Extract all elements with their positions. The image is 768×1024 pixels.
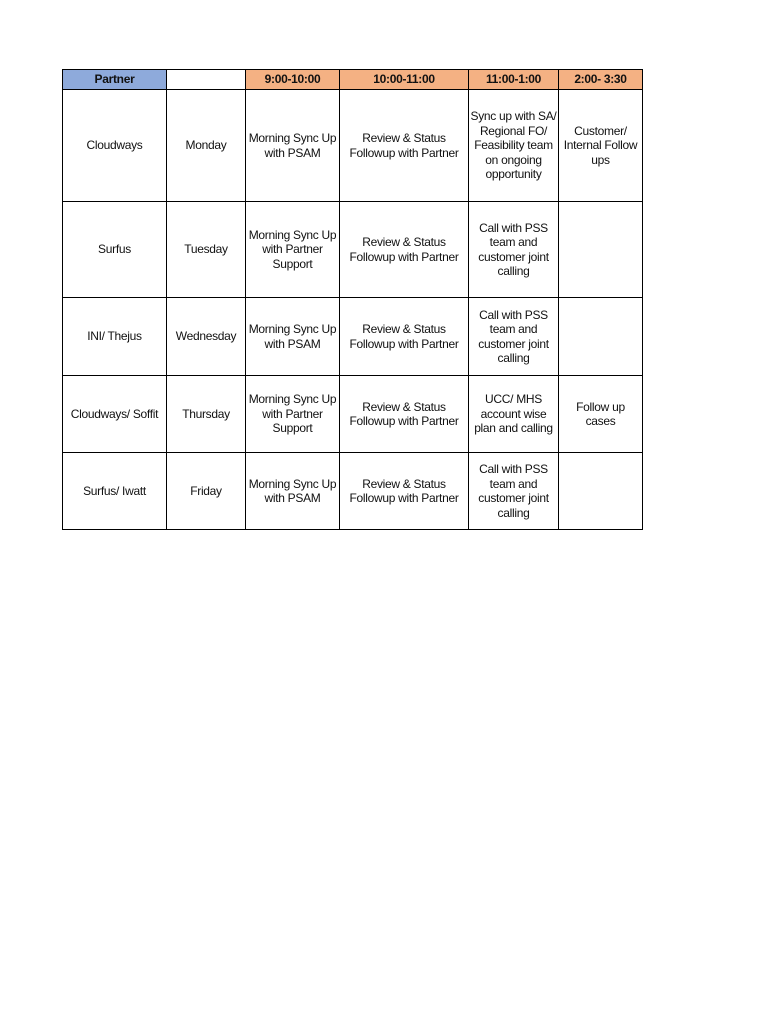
day-cell: Tuesday <box>167 202 246 298</box>
header-slot-3: 11:00-1:00 <box>469 70 559 90</box>
table-row <box>63 453 643 530</box>
slot-cell: UCC/ MHS account wise plan and calling <box>469 376 559 453</box>
table-row <box>63 202 643 298</box>
header-slot-4: 2:00- 3:30 <box>559 70 643 90</box>
partner-cell: Surfus <box>63 202 167 298</box>
slot-cell: Review & Status Followup with Partner <box>340 90 469 202</box>
slot-cell: Call with PSS team and customer joint calling <box>469 202 559 298</box>
slot-cell <box>559 453 643 530</box>
table-row <box>63 298 643 376</box>
day-cell: Thursday <box>167 376 246 453</box>
slot-cell: Review & Status Followup with Partner <box>340 298 469 376</box>
slot-cell: Morning Sync Up with Partner Support <box>246 376 340 453</box>
day-cell: Monday <box>167 90 246 202</box>
header-slot-1: 9:00-10:00 <box>246 70 340 90</box>
partner-cell: Surfus/ Iwatt <box>63 453 167 530</box>
slot-cell: Review & Status Followup with Partner <box>340 202 469 298</box>
day-cell: Friday <box>167 453 246 530</box>
weekly-schedule-table <box>62 69 643 530</box>
slot-cell: Follow up cases <box>559 376 643 453</box>
slot-cell <box>559 298 643 376</box>
slot-cell: Customer/ Internal Follow ups <box>559 90 643 202</box>
partner-cell: Cloudways/ Soffit <box>63 376 167 453</box>
table-row <box>63 376 643 453</box>
slot-cell: Morning Sync Up with PSAM <box>246 453 340 530</box>
slot-cell: Review & Status Followup with Partner <box>340 376 469 453</box>
header-partner: Partner <box>63 70 167 90</box>
slot-cell: Morning Sync Up with PSAM <box>246 298 340 376</box>
header-day <box>167 70 246 90</box>
slot-cell: Review & Status Followup with Partner <box>340 453 469 530</box>
slot-cell: Morning Sync Up with Partner Support <box>246 202 340 298</box>
schedule-sheet <box>62 69 643 530</box>
slot-cell: Call with PSS team and customer joint calling <box>469 298 559 376</box>
day-cell: Wednesday <box>167 298 246 376</box>
slot-cell: Sync up with SA/ Regional FO/ Feasibility team on ongoing opportunity <box>469 90 559 202</box>
header-slot-2: 10:00-11:00 <box>340 70 469 90</box>
partner-cell: Cloudways <box>63 90 167 202</box>
partner-cell: INI/ Thejus <box>63 298 167 376</box>
slot-cell <box>559 202 643 298</box>
table-row <box>63 90 643 202</box>
slot-cell: Morning Sync Up with PSAM <box>246 90 340 202</box>
header-row <box>63 70 643 90</box>
slot-cell: Call with PSS team and customer joint calling <box>469 453 559 530</box>
